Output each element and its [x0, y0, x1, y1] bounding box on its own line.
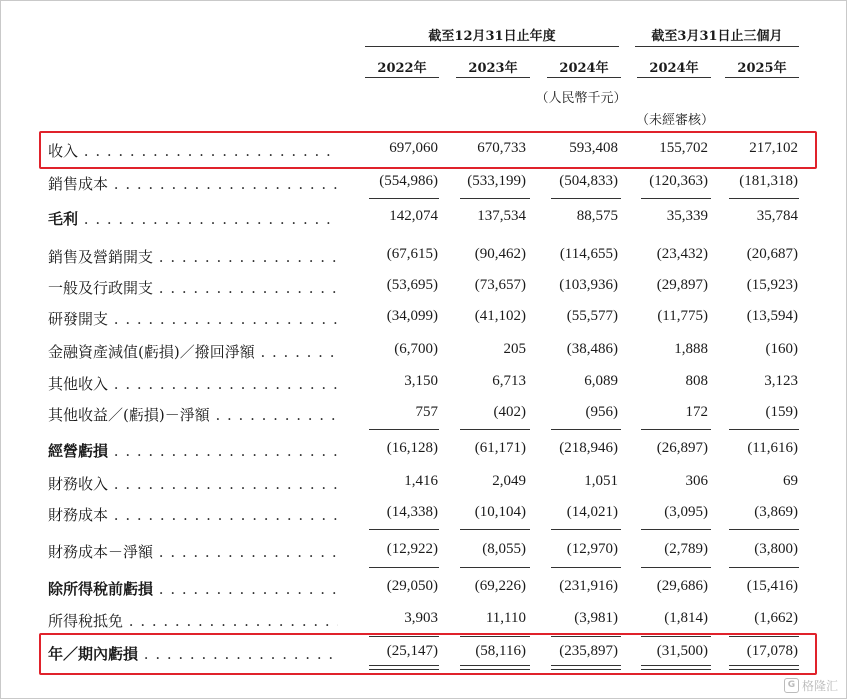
year-rule: [547, 77, 621, 78]
cell-2024-q: (29,897): [656, 277, 708, 293]
row-label: 財務成本 . . .: [48, 504, 338, 525]
row-label: 所得稅抵免 . . .: [48, 610, 338, 631]
year-header-2022: 2022年: [377, 61, 427, 76]
header-group-quarter-rule: [635, 46, 799, 47]
row-label: 一般及行政開支 . . .: [48, 277, 338, 298]
cell-2022: 3,150: [404, 373, 438, 389]
cell-2022: 3,903: [404, 610, 438, 626]
year-header-2025-q: 2025年: [737, 61, 787, 76]
cell-2022: (67,615): [386, 246, 438, 262]
header-group-quarter: 截至3月31日止三個月: [651, 29, 783, 44]
cell-2022: 697,060: [389, 140, 438, 156]
subtotal-rule: [460, 567, 530, 568]
cell-2024: (3,981): [574, 610, 618, 626]
cell-2023: 670,733: [477, 140, 526, 156]
cell-2023: (69,226): [474, 578, 526, 594]
subtotal-rule: [369, 529, 439, 530]
subtotal-rule: [369, 429, 439, 430]
cell-2024: (235,897): [559, 643, 618, 659]
cell-2023: 2,049: [492, 473, 526, 489]
cell-2023: (61,171): [474, 440, 526, 456]
table-row: [1, 244, 846, 274]
year-rule: [725, 77, 799, 78]
cell-2023: 137,534: [477, 208, 526, 224]
watermark: [784, 677, 838, 694]
cell-2024: 593,408: [569, 140, 618, 156]
cell-2025-q: (11,616): [747, 440, 798, 456]
cell-2022: (14,338): [386, 504, 438, 520]
cell-2024-q: (26,897): [656, 440, 708, 456]
subtotal-rule: [551, 198, 621, 199]
cell-2025-q: (181,318): [739, 173, 798, 189]
table-row: [1, 438, 846, 468]
cell-2025-q: 3,123: [764, 373, 798, 389]
cell-2022: (29,050): [386, 578, 438, 594]
subtotal-rule: [729, 567, 799, 568]
cell-2025-q: (3,869): [754, 504, 798, 520]
year-header-2024-q: 2024年: [649, 61, 699, 76]
cell-2024-q: (1,814): [664, 610, 708, 626]
cell-2024-q: 306: [685, 473, 708, 489]
year-header-2024: 2024年: [559, 61, 609, 76]
table-row: [1, 402, 846, 432]
cell-2024-q: 155,702: [659, 140, 708, 156]
row-label: 銷售成本 . . .: [48, 173, 338, 194]
cell-2025-q: 35,784: [756, 208, 798, 224]
subtotal-rule: [460, 429, 530, 430]
cell-2023: (533,199): [467, 173, 526, 189]
year-header-2023: 2023年: [468, 61, 518, 76]
subtotal-rule: [641, 567, 711, 568]
cell-2025-q: (20,687): [746, 246, 798, 262]
row-label: 除所得稅前虧損 . . .: [48, 578, 338, 599]
cell-2022: 142,074: [389, 208, 438, 224]
unit-note: （人民幣千元）: [535, 91, 627, 106]
cell-2023: 205: [503, 341, 526, 357]
row-label: 財務成本－淨額 . . .: [48, 541, 338, 562]
cell-2022: (554,986): [379, 173, 438, 189]
cell-2024-q: (2,789): [664, 541, 708, 557]
cell-2024: 6,089: [584, 373, 618, 389]
cell-2023: (90,462): [474, 246, 526, 262]
table-row: [1, 275, 846, 305]
cell-2025-q: (160): [765, 341, 798, 357]
cell-2024-q: 1,888: [674, 341, 708, 357]
row-label: 銷售及營銷開支 . . .: [48, 246, 338, 267]
cell-2024: (114,655): [559, 246, 618, 262]
unaudited-note: （未經審核）: [635, 113, 714, 128]
cell-2024-q: 35,339: [666, 208, 708, 224]
highlight-revenue-box: [39, 131, 817, 169]
cell-2025-q: (3,800): [754, 541, 798, 557]
row-label: 毛利 . . .: [48, 208, 338, 229]
cell-2024: (956): [585, 404, 618, 420]
cell-2024-q: (120,363): [649, 173, 708, 189]
row-label: 收入 . . .: [48, 140, 338, 161]
header-group-annual-rule: [365, 46, 619, 47]
cell-2025-q: (159): [765, 404, 798, 420]
cell-2024: (38,486): [566, 341, 618, 357]
cell-2023: (58,116): [475, 643, 526, 659]
cell-2024: (12,970): [566, 541, 618, 557]
cell-2024: 88,575: [576, 208, 618, 224]
subtotal-rule: [641, 429, 711, 430]
subtotal-rule: [641, 198, 711, 199]
highlight-net-loss-box: [39, 633, 817, 675]
row-label: 年／期內虧損 . . .: [48, 643, 338, 664]
cell-2024: (103,936): [559, 277, 618, 293]
subtotal-rule: [729, 429, 799, 430]
cell-2024: (231,916): [559, 578, 618, 594]
cell-2025-q: (1,662): [754, 610, 798, 626]
cell-2023: (8,055): [482, 541, 526, 557]
cell-2023: 6,713: [492, 373, 526, 389]
subtotal-rule: [460, 529, 530, 530]
cell-2022: 757: [415, 404, 438, 420]
cell-2024: (218,946): [559, 440, 618, 456]
cell-2025-q: (17,078): [746, 643, 798, 659]
cell-2024-q: (3,095): [664, 504, 708, 520]
subtotal-rule: [551, 567, 621, 568]
cell-2022: (16,128): [386, 440, 438, 456]
row-label: 財務收入 . . .: [48, 473, 338, 494]
table-row: [1, 539, 846, 569]
table-row: [1, 306, 846, 336]
table-row: [1, 502, 846, 532]
table-row: [1, 576, 846, 606]
table-row: [1, 471, 846, 501]
subtotal-rule: [729, 198, 799, 199]
cell-2024: (504,833): [559, 173, 618, 189]
cell-2023: (41,102): [474, 308, 526, 324]
table-row: [1, 339, 846, 369]
subtotal-rule: [729, 529, 799, 530]
subtotal-rule: [551, 529, 621, 530]
cell-2025-q: 217,102: [749, 140, 798, 156]
row-label: 經營虧損 . . .: [48, 440, 338, 461]
cell-2022: 1,416: [404, 473, 438, 489]
table-row: [1, 171, 846, 201]
cell-2023: (402): [493, 404, 526, 420]
cell-2024-q: 172: [685, 404, 708, 420]
year-rule: [365, 77, 439, 78]
cell-2024-q: 808: [685, 373, 708, 389]
watermark-logo-icon: G: [784, 678, 799, 693]
subtotal-rule: [369, 567, 439, 568]
cell-2022: (12,922): [386, 541, 438, 557]
subtotal-rule: [460, 198, 530, 199]
cell-2024-q: (11,775): [657, 308, 708, 324]
cell-2024: (14,021): [566, 504, 618, 520]
year-rule: [456, 77, 530, 78]
header-group-annual: 截至12月31日止年度: [428, 29, 556, 44]
cell-2025-q: (15,416): [746, 578, 798, 594]
cell-2025-q: (13,594): [746, 308, 798, 324]
row-label: 其他收益／(虧損)－淨額 . . .: [48, 404, 338, 425]
cell-2023: (10,104): [474, 504, 526, 520]
cell-2024-q: (23,432): [656, 246, 708, 262]
cell-2024: (55,577): [566, 308, 618, 324]
cell-2025-q: (15,923): [746, 277, 798, 293]
cell-2022: (25,147): [386, 643, 438, 659]
cell-2023: 11,110: [485, 610, 526, 626]
cell-2024-q: (29,686): [656, 578, 708, 594]
table-row: [1, 206, 846, 236]
cell-2025-q: 69: [783, 473, 798, 489]
subtotal-rule: [369, 198, 439, 199]
row-label: 研發開支 . . .: [48, 308, 338, 329]
subtotal-rule: [551, 429, 621, 430]
row-label: 其他收入 . . .: [48, 373, 338, 394]
cell-2022: (53,695): [386, 277, 438, 293]
cell-2024: 1,051: [584, 473, 618, 489]
table-row: [1, 371, 846, 401]
cell-2023: (73,657): [474, 277, 526, 293]
watermark-text: 格隆汇: [801, 679, 838, 693]
row-label: 金融資產減值(虧損)／撥回淨額 . . .: [48, 341, 338, 362]
cell-2022: (6,700): [394, 341, 438, 357]
cell-2024-q: (31,500): [656, 643, 708, 659]
cell-2022: (34,099): [386, 308, 438, 324]
subtotal-rule: [641, 529, 711, 530]
year-rule: [637, 77, 711, 78]
